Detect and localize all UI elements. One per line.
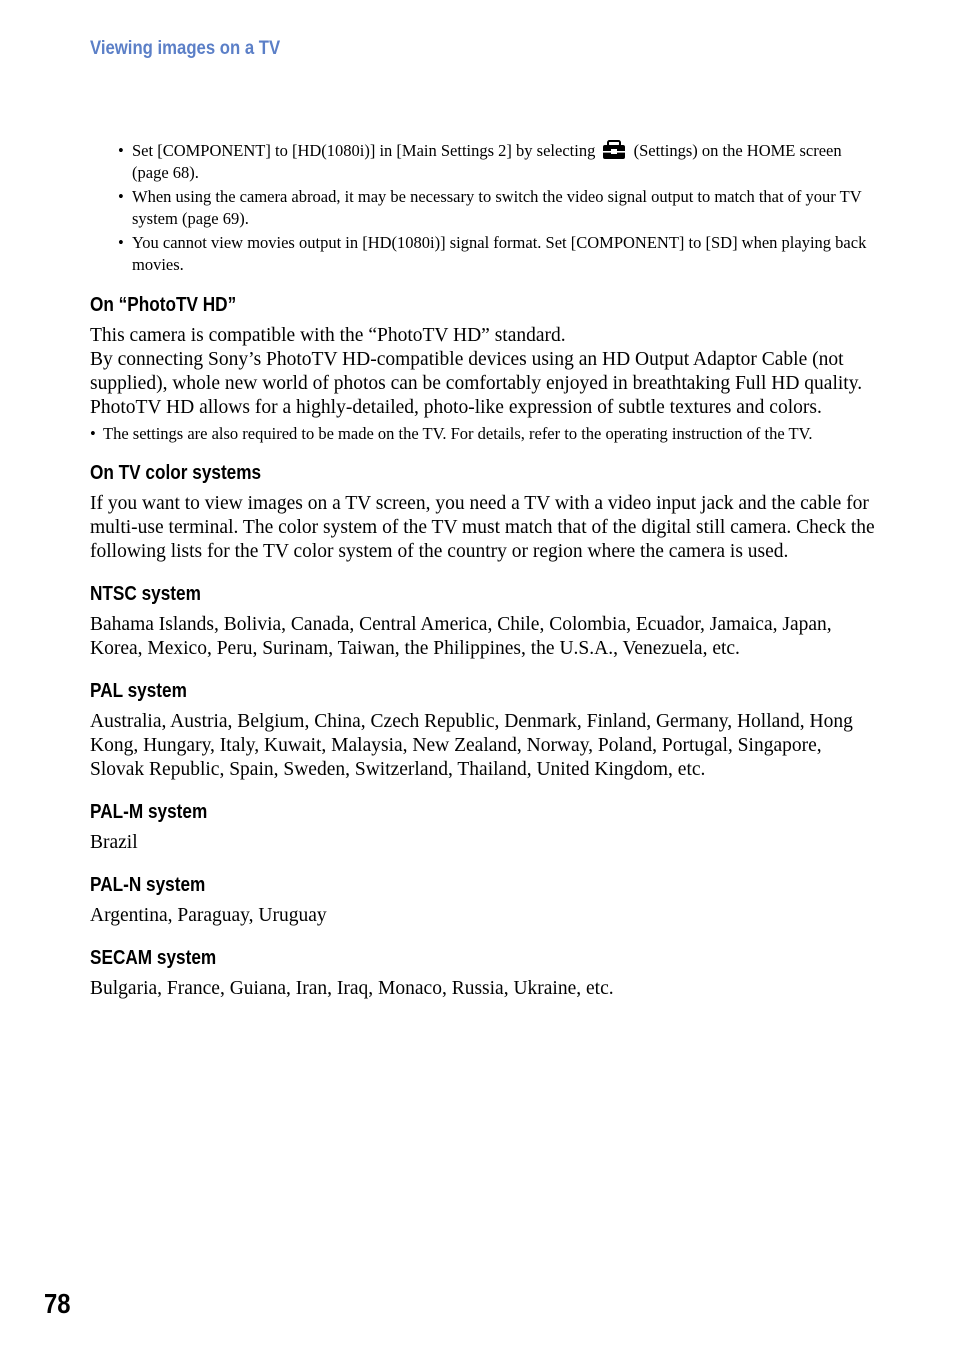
settings-icon — [602, 140, 626, 160]
page-content — [90, 140, 880, 1001]
section-header: Viewing images on a TV — [90, 38, 281, 59]
note-item — [132, 140, 880, 183]
page-number: 78 — [44, 1288, 71, 1319]
note-item: • The settings are also required to be made on the TV. For details, refer to the operating instruction of the TV. — [103, 423, 880, 445]
phototv-para-2: By connecting Sony’s PhotoTV HD-compatible devices using an HD Output Adaptor Cable (not supplied), whole new world of photos can be comfortably enjoyed in breathtaking Full HD quality. — [90, 349, 863, 394]
phototv-notes — [90, 423, 880, 445]
note-item: • You cannot view movies output in [HD(1080i)] signal format. Set [COMPONENT] to [SD] when playing back movies. — [132, 232, 880, 275]
note-text: Set [COMPONENT] to [HD(1080i)] in [Main Settings 2] by selecting — [132, 141, 596, 160]
heading-color-systems: On TV color systems — [90, 461, 262, 484]
heading-secam: SECAM system — [90, 946, 217, 969]
heading-pal-n: PAL-N system — [90, 873, 206, 896]
pal-m-countries: Brazil — [90, 831, 138, 853]
phototv-para-1: This camera is compatible with the “PhotoTV HD” standard. — [90, 325, 566, 346]
pal-countries: Australia, Austria, Belgium, China, Czech Republic, Denmark, Finland, Germany, Holland, Hong Kong, Hungary, Italy, Kuwait, Malaysia, New Zealand, Norway, Poland, Portugal, Singapore, Slovak Republic, Spain, Sweden, Switzerland, Thailand, United Kingdom, etc. — [90, 710, 853, 780]
heading-pal-m: PAL-M system — [90, 800, 208, 823]
ntsc-countries: Bahama Islands, Bolivia, Canada, Central America, Chile, Colombia, Ecuador, Jamaica, Japan, Korea, Mexico, Peru, Surinam, Taiwan, the Philippines, the U.S.A., Venezuela, etc. — [90, 613, 832, 659]
color-systems-para: If you want to view images on a TV screen, you need a TV with a video input jack and the cable for multi-use terminal. The color system of the TV must match that of the digital still camera. Check the following lists for the TV color system of the country or region where the camera is used. — [90, 492, 875, 562]
heading-pal: PAL system — [90, 679, 187, 702]
note-item: • When using the camera abroad, it may be necessary to switch the video signal output to match that of your TV system (page 69). — [132, 186, 880, 229]
heading-phototv: On “PhotoTV HD” — [90, 294, 237, 316]
pal-n-countries: Argentina, Paraguay, Uruguay — [90, 904, 327, 926]
top-notes — [90, 140, 880, 275]
phototv-para-3: PhotoTV HD allows for a highly-detailed, photo-like expression of subtle textures and colors. — [90, 397, 822, 418]
secam-countries: Bulgaria, France, Guiana, Iran, Iraq, Monaco, Russia, Ukraine, etc. — [90, 977, 614, 999]
note-text: (Settings) on the HOME screen (page 68). — [132, 141, 842, 182]
heading-ntsc: NTSC system — [90, 582, 201, 605]
